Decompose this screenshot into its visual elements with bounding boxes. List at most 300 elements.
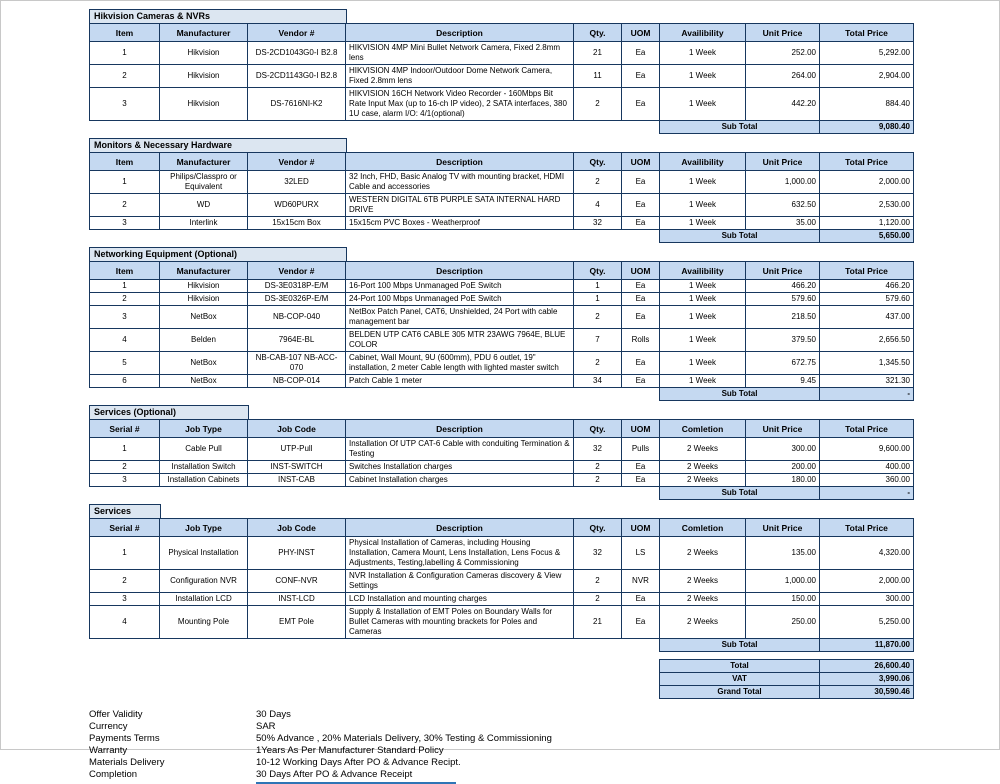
- header-row: [90, 519, 914, 537]
- table-cell: 2,656.50: [820, 329, 914, 352]
- table-cell: 466.20: [820, 280, 914, 293]
- data-table: [89, 261, 914, 388]
- section-title: Monitors & Necessary Hardware: [89, 138, 347, 153]
- header-row: [90, 262, 914, 280]
- totals-value: 3,990.06: [820, 673, 914, 686]
- table-cell: 21: [574, 606, 622, 639]
- table-cell: WD: [160, 194, 248, 217]
- table-cell: Configuration NVR: [160, 570, 248, 593]
- subtotal-value: 5,650.00: [820, 230, 914, 243]
- table-cell: Ea: [622, 171, 660, 194]
- footer-row: [89, 745, 915, 757]
- header-row: [90, 24, 914, 42]
- column-header: Unit Price: [746, 153, 820, 171]
- column-header: Job Type: [160, 519, 248, 537]
- table-cell: Hikvision: [160, 42, 248, 65]
- table-section-4: [89, 504, 915, 652]
- table-cell: 24-Port 100 Mbps Unmanaged PoE Switch: [346, 293, 574, 306]
- table-cell: 135.00: [746, 537, 820, 570]
- header-row: [90, 153, 914, 171]
- table-row: [90, 65, 914, 88]
- column-header: Unit Price: [746, 24, 820, 42]
- table-cell: 2: [574, 461, 622, 474]
- table-row: [90, 537, 914, 570]
- footer-value: [256, 745, 915, 757]
- table-cell: NVR: [622, 570, 660, 593]
- table-cell: 1 Week: [660, 194, 746, 217]
- footer-label: Payments Terms: [89, 733, 160, 744]
- table-cell: 4: [90, 606, 160, 639]
- footer-value: [256, 721, 915, 733]
- table-cell: Philips/Classpro or Equivalent: [160, 171, 248, 194]
- column-header: Manufacturer: [160, 153, 248, 171]
- column-header: Total Price: [820, 262, 914, 280]
- table-row: [90, 474, 914, 487]
- column-header: Vendor #: [248, 262, 346, 280]
- footer-value-text: 1Years As Per Manufacturer Standard Policy: [256, 745, 444, 756]
- footer-value: [256, 733, 915, 745]
- column-header: Unit Price: [746, 420, 820, 438]
- table-cell: BELDEN UTP CAT6 CABLE 305 MTR 23AWG 7964E, BLUE COLOR: [346, 329, 574, 352]
- subtotal-row: [659, 486, 914, 500]
- table-cell: 1 Week: [660, 293, 746, 306]
- table-cell: Interlink: [160, 217, 248, 230]
- table-row: [90, 352, 914, 375]
- table-cell: 5,250.00: [820, 606, 914, 639]
- table-row: [90, 329, 914, 352]
- data-table: [89, 518, 914, 639]
- table-cell: 2,000.00: [820, 570, 914, 593]
- table-cell: 2: [574, 474, 622, 487]
- table-section-3: [89, 405, 915, 500]
- table-cell: 300.00: [746, 438, 820, 461]
- subtotal-value: -: [820, 487, 914, 500]
- table-cell: Ea: [622, 593, 660, 606]
- table-cell: 32: [574, 217, 622, 230]
- table-cell: DS-2CD1143G0-I B2.8: [248, 65, 346, 88]
- table-cell: Ea: [622, 280, 660, 293]
- footer-value: [256, 709, 915, 721]
- table-cell: Ea: [622, 461, 660, 474]
- column-header: Availibility: [660, 24, 746, 42]
- subtotal-label: Sub Total: [660, 230, 820, 243]
- subtotal-row: [659, 638, 914, 652]
- column-header: Description: [346, 153, 574, 171]
- subtotal-row: [659, 387, 914, 401]
- table-cell: 442.20: [746, 88, 820, 121]
- footer-row: [89, 733, 915, 745]
- table-cell: Patch Cable 1 meter: [346, 375, 574, 388]
- column-header: Item: [90, 153, 160, 171]
- table-cell: 3: [90, 474, 160, 487]
- table-cell: 1 Week: [660, 329, 746, 352]
- table-cell: 264.00: [746, 65, 820, 88]
- table-cell: 7964E-BL: [248, 329, 346, 352]
- table-section-0: [89, 9, 915, 134]
- table-cell: 2: [90, 293, 160, 306]
- section-title: Hikvision Cameras & NVRs: [89, 9, 347, 24]
- totals-label: VAT: [660, 673, 820, 686]
- table-cell: Hikvision: [160, 88, 248, 121]
- totals-value: 30,590.46: [820, 686, 914, 699]
- subtotal-label: Sub Total: [660, 487, 820, 500]
- column-header: Job Code: [248, 519, 346, 537]
- table-cell: 466.20: [746, 280, 820, 293]
- table-cell: 1 Week: [660, 217, 746, 230]
- table-cell: 1: [90, 42, 160, 65]
- table-cell: 2: [90, 65, 160, 88]
- table-row: [90, 171, 914, 194]
- table-cell: Belden: [160, 329, 248, 352]
- table-cell: 15x15cm PVC Boxes - Weatherproof: [346, 217, 574, 230]
- table-cell: 3: [90, 217, 160, 230]
- table-cell: 1 Week: [660, 88, 746, 121]
- table-row: [90, 280, 914, 293]
- footer-value: [256, 757, 915, 769]
- table-cell: NetBox: [160, 375, 248, 388]
- table-cell: 1 Week: [660, 65, 746, 88]
- table-cell: 1 Week: [660, 42, 746, 65]
- table-row: [90, 438, 914, 461]
- table-cell: 2,904.00: [820, 65, 914, 88]
- table-cell: INST-LCD: [248, 593, 346, 606]
- column-header: Description: [346, 24, 574, 42]
- table-cell: 321.30: [820, 375, 914, 388]
- table-cell: 4,320.00: [820, 537, 914, 570]
- subtotal-label: Sub Total: [660, 639, 820, 652]
- table-cell: 360.00: [820, 474, 914, 487]
- totals-block: [89, 659, 915, 699]
- tables-area: [89, 9, 915, 784]
- table-cell: NVR Installation & Configuration Cameras discovery & View Settings: [346, 570, 574, 593]
- column-header: Job Type: [160, 420, 248, 438]
- table-cell: INST-CAB: [248, 474, 346, 487]
- table-row: [90, 306, 914, 329]
- column-header: Total Price: [820, 420, 914, 438]
- table-cell: Rolls: [622, 329, 660, 352]
- table-row: [90, 461, 914, 474]
- table-section-1: [89, 138, 915, 243]
- table-cell: 2: [574, 570, 622, 593]
- table-cell: Installation LCD: [160, 593, 248, 606]
- table-cell: 32LED: [248, 171, 346, 194]
- table-cell: NetBox Patch Panel, CAT6, Unshielded, 24 Port with cable management bar: [346, 306, 574, 329]
- table-row: [90, 217, 914, 230]
- table-cell: Ea: [622, 217, 660, 230]
- section-title: Services (Optional): [89, 405, 249, 420]
- table-row: [90, 606, 914, 639]
- table-cell: 437.00: [820, 306, 914, 329]
- table-cell: 2 Weeks: [660, 537, 746, 570]
- table-cell: 200.00: [746, 461, 820, 474]
- column-header: Qty.: [574, 262, 622, 280]
- table-row: [90, 570, 914, 593]
- footer-value-text: 30 Days: [256, 709, 291, 720]
- column-header: Manufacturer: [160, 262, 248, 280]
- table-cell: INST-SWITCH: [248, 461, 346, 474]
- column-header: Comletion: [660, 420, 746, 438]
- table-cell: 9,600.00: [820, 438, 914, 461]
- table-cell: NB-COP-040: [248, 306, 346, 329]
- table-cell: 672.75: [746, 352, 820, 375]
- subtotal-value: 11,870.00: [820, 639, 914, 652]
- table-cell: 2 Weeks: [660, 593, 746, 606]
- table-cell: Supply & Installation of EMT Poles on Boundary Walls for Bullet Cameras with mounting brackets for Poles and Cameras: [346, 606, 574, 639]
- table-cell: 35.00: [746, 217, 820, 230]
- table-cell: 2: [574, 306, 622, 329]
- table-cell: 2 Weeks: [660, 474, 746, 487]
- column-header: Description: [346, 262, 574, 280]
- table-cell: 1: [574, 280, 622, 293]
- table-cell: 2: [574, 593, 622, 606]
- column-header: UOM: [622, 420, 660, 438]
- table-cell: 2,530.00: [820, 194, 914, 217]
- table-cell: Ea: [622, 194, 660, 217]
- footer-value: [256, 769, 915, 784]
- section-title: Networking Equipment (Optional): [89, 247, 347, 262]
- table-cell: PHY-INST: [248, 537, 346, 570]
- column-header: Vendor #: [248, 153, 346, 171]
- table-cell: 4: [574, 194, 622, 217]
- column-header: UOM: [622, 24, 660, 42]
- table-cell: 1: [90, 280, 160, 293]
- table-cell: LS: [622, 537, 660, 570]
- table-cell: LCD Installation and mounting charges: [346, 593, 574, 606]
- table-cell: Installation Switch: [160, 461, 248, 474]
- table-cell: 218.50: [746, 306, 820, 329]
- table-cell: Pulls: [622, 438, 660, 461]
- table-cell: NetBox: [160, 306, 248, 329]
- table-cell: 150.00: [746, 593, 820, 606]
- subtotal-label: Sub Total: [660, 388, 820, 401]
- table-cell: UTP-Pull: [248, 438, 346, 461]
- column-header: UOM: [622, 519, 660, 537]
- column-header: Description: [346, 420, 574, 438]
- table-row: [90, 375, 914, 388]
- table-cell: Ea: [622, 306, 660, 329]
- table-cell: 632.50: [746, 194, 820, 217]
- table-cell: 4: [90, 329, 160, 352]
- column-header: Availibility: [660, 153, 746, 171]
- table-cell: 180.00: [746, 474, 820, 487]
- table-cell: 3: [90, 88, 160, 121]
- table-cell: Hikvision: [160, 65, 248, 88]
- table-cell: 2: [90, 570, 160, 593]
- table-cell: 1,000.00: [746, 171, 820, 194]
- table-cell: 1 Week: [660, 171, 746, 194]
- subtotal-row: [659, 229, 914, 243]
- table-cell: EMT Pole: [248, 606, 346, 639]
- table-cell: NB-CAB-107 NB-ACC-070: [248, 352, 346, 375]
- table-cell: CONF-NVR: [248, 570, 346, 593]
- table-cell: 1: [90, 537, 160, 570]
- column-header: UOM: [622, 262, 660, 280]
- footer-label: Warranty: [89, 745, 128, 756]
- data-table: [89, 419, 914, 487]
- table-cell: Ea: [622, 606, 660, 639]
- column-header: Manufacturer: [160, 24, 248, 42]
- table-cell: Installation Cabinets: [160, 474, 248, 487]
- data-table: [89, 152, 914, 230]
- totals-value: 26,600.40: [820, 660, 914, 673]
- table-cell: NetBox: [160, 352, 248, 375]
- table-cell: 7: [574, 329, 622, 352]
- table-cell: NB-COP-014: [248, 375, 346, 388]
- table-cell: Physical Installation: [160, 537, 248, 570]
- table-cell: 579.60: [820, 293, 914, 306]
- table-cell: Ea: [622, 65, 660, 88]
- table-cell: 34: [574, 375, 622, 388]
- table-cell: 1 Week: [660, 306, 746, 329]
- subtotal-row: [659, 120, 914, 134]
- footer-label: Currency: [89, 721, 128, 732]
- table-cell: 2 Weeks: [660, 570, 746, 593]
- table-cell: Mounting Pole: [160, 606, 248, 639]
- table-cell: 2 Weeks: [660, 606, 746, 639]
- table-cell: 9.45: [746, 375, 820, 388]
- footer-row: [89, 721, 915, 733]
- column-header: Serial #: [90, 420, 160, 438]
- table-cell: 11: [574, 65, 622, 88]
- table-row: [90, 42, 914, 65]
- section-title: Services: [89, 504, 161, 519]
- column-header: Unit Price: [746, 262, 820, 280]
- footer-value-text: SAR: [256, 721, 276, 732]
- table-cell: 1: [574, 293, 622, 306]
- table-cell: 1,000.00: [746, 570, 820, 593]
- table-cell: 884.40: [820, 88, 914, 121]
- table-cell: 5,292.00: [820, 42, 914, 65]
- totals-label: Total: [660, 660, 820, 673]
- footer-info: [89, 709, 915, 784]
- table-cell: 1,345.50: [820, 352, 914, 375]
- table-cell: 2: [574, 88, 622, 121]
- table-row: [90, 593, 914, 606]
- totals-table: [659, 659, 914, 699]
- table-cell: Switches Installation charges: [346, 461, 574, 474]
- footer-value-text: 50% Advance , 20% Materials Delivery, 30% Testing & Commissioning: [256, 733, 552, 744]
- table-cell: 32 Inch, FHD, Basic Analog TV with mounting bracket, HDMI Cable and accessories: [346, 171, 574, 194]
- table-cell: Cabinet, Wall Mount, 9U (600mm), PDU 6 outlet, 19" installation, 2 meter Cable length with lighted master switch: [346, 352, 574, 375]
- column-header: Qty.: [574, 153, 622, 171]
- footer-label: Materials Delivery: [89, 757, 165, 768]
- table-cell: HIKVISION 16CH Network Video Recorder - 160Mbps Bit Rate Input Max (up to 16-ch IP video), 2 SATA interfaces, 380 1U case, alarm I/O: 4/1(optional): [346, 88, 574, 121]
- column-header: Serial #: [90, 519, 160, 537]
- totals-row: [660, 660, 914, 673]
- table-cell: 6: [90, 375, 160, 388]
- table-cell: 16-Port 100 Mbps Unmanaged PoE Switch: [346, 280, 574, 293]
- table-cell: 300.00: [820, 593, 914, 606]
- table-cell: HIKVISION 4MP Indoor/Outdoor Dome Network Camera, Fixed 2.8mm lens: [346, 65, 574, 88]
- footer-row: [89, 769, 915, 784]
- column-header: Qty.: [574, 420, 622, 438]
- column-header: Availibility: [660, 262, 746, 280]
- table-cell: 1: [90, 171, 160, 194]
- table-cell: Ea: [622, 293, 660, 306]
- subtotal-label: Sub Total: [660, 121, 820, 134]
- table-cell: DS-7616NI-K2: [248, 88, 346, 121]
- column-header: Total Price: [820, 153, 914, 171]
- footer-row: [89, 757, 915, 769]
- footer-label: Offer Validity: [89, 709, 143, 720]
- table-cell: DS-2CD1043G0-I B2.8: [248, 42, 346, 65]
- table-cell: 379.50: [746, 329, 820, 352]
- table-cell: 3: [90, 306, 160, 329]
- totals-label: Grand Total: [660, 686, 820, 699]
- column-header: Item: [90, 262, 160, 280]
- table-cell: Cable Pull: [160, 438, 248, 461]
- table-cell: 2: [574, 352, 622, 375]
- table-cell: Ea: [622, 474, 660, 487]
- table-cell: Hikvision: [160, 280, 248, 293]
- table-cell: 2 Weeks: [660, 438, 746, 461]
- table-cell: WESTERN DIGITAL 6TB PURPLE SATA INTERNAL HARD DRIVE: [346, 194, 574, 217]
- data-table: [89, 23, 914, 121]
- table-cell: 21: [574, 42, 622, 65]
- column-header: Job Code: [248, 420, 346, 438]
- table-cell: 1 Week: [660, 375, 746, 388]
- table-cell: Ea: [622, 375, 660, 388]
- table-cell: DS-3E0318P-E/M: [248, 280, 346, 293]
- table-cell: 1: [90, 438, 160, 461]
- table-cell: 32: [574, 537, 622, 570]
- table-cell: Ea: [622, 352, 660, 375]
- table-cell: HIKVISION 4MP Mini Bullet Network Camera, Fixed 2.8mm lens: [346, 42, 574, 65]
- table-cell: 2 Weeks: [660, 461, 746, 474]
- column-header: Total Price: [820, 24, 914, 42]
- table-cell: 579.60: [746, 293, 820, 306]
- column-header: Qty.: [574, 24, 622, 42]
- table-cell: 2: [574, 171, 622, 194]
- footer-row: [89, 709, 915, 721]
- table-cell: 15x15cm Box: [248, 217, 346, 230]
- table-cell: Ea: [622, 42, 660, 65]
- table-cell: 5: [90, 352, 160, 375]
- table-cell: 1 Week: [660, 280, 746, 293]
- table-cell: 1 Week: [660, 352, 746, 375]
- column-header: Item: [90, 24, 160, 42]
- table-cell: 2,000.00: [820, 171, 914, 194]
- column-header: Qty.: [574, 519, 622, 537]
- table-cell: Physical Installation of Cameras, including Housing Installation, Camera Mount, Lens Installation, Lens Focus & Adjustments, Testing,labelling & Commissioning: [346, 537, 574, 570]
- table-cell: 2: [90, 461, 160, 474]
- table-cell: 2: [90, 194, 160, 217]
- totals-row: [660, 673, 914, 686]
- table-cell: 400.00: [820, 461, 914, 474]
- column-header: Total Price: [820, 519, 914, 537]
- table-cell: DS-3E0326P-E/M: [248, 293, 346, 306]
- table-cell: Hikvision: [160, 293, 248, 306]
- table-cell: 1,120.00: [820, 217, 914, 230]
- table-cell: Installation Of UTP CAT-6 Cable with conduiting Termination & Testing: [346, 438, 574, 461]
- table-cell: 252.00: [746, 42, 820, 65]
- subtotal-value: -: [820, 388, 914, 401]
- table-cell: WD60PURX: [248, 194, 346, 217]
- table-row: [90, 293, 914, 306]
- header-row: [90, 420, 914, 438]
- table-cell: 32: [574, 438, 622, 461]
- totals-row: [660, 686, 914, 699]
- footer-label: Completion: [89, 769, 138, 780]
- table-cell: Cabinet Installation charges: [346, 474, 574, 487]
- table-cell: 250.00: [746, 606, 820, 639]
- column-header: Description: [346, 519, 574, 537]
- footer-value-text: 10-12 Working Days After PO & Advance Recipt.: [256, 757, 461, 768]
- table-cell: Ea: [622, 88, 660, 121]
- table-cell: 3: [90, 593, 160, 606]
- table-row: [90, 194, 914, 217]
- column-header: Vendor #: [248, 24, 346, 42]
